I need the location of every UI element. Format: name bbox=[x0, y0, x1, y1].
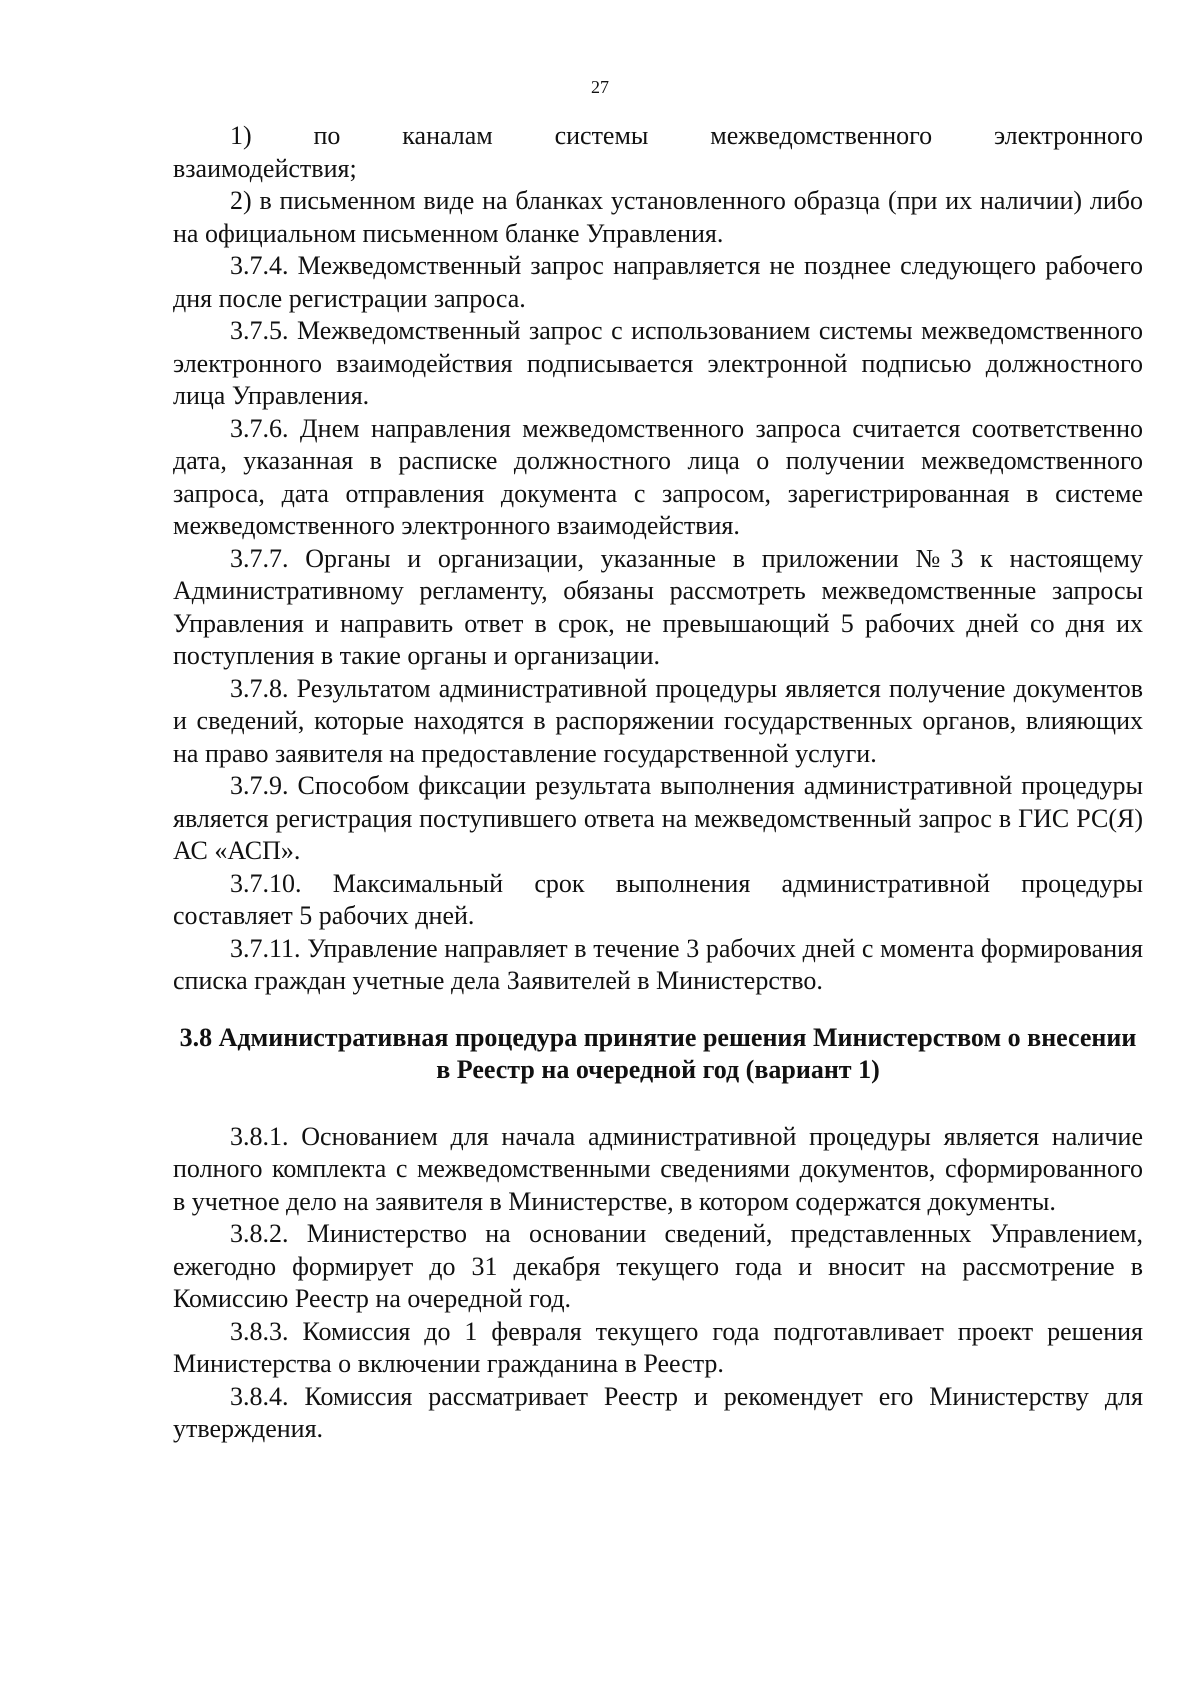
paragraph: 3.7.10. Максимальный срок выполнения административной процедуры составляет 5 рабочих дней. bbox=[173, 868, 1143, 930]
paragraph: 3.7.4. Межведомственный запрос направляется не позднее следующего рабочего дня после регистрации запроса. bbox=[173, 251, 1143, 313]
paragraph: 3.7.5. Межведомственный запрос с использованием системы межведомственного электронного взаимодействия подписывается электронной подписью должностного лица Управления. bbox=[173, 316, 1143, 410]
paragraph: 3.8.1. Основанием для начала административной процедуры является наличие полного комплекта с межведомственными сведениями документов, сформированного в учетное дело на заявителя в Министерстве, в котором содержатся документы. bbox=[173, 1121, 1143, 1216]
paragraph: 1) по каналам системы межведомственного электронного взаимодействия; bbox=[173, 121, 1143, 183]
paragraph: 3.7.11. Управление направляет в течение 3 рабочих дней с момента формирования списка граждан учетные дела Заявителей в Министерство. bbox=[173, 933, 1143, 995]
paragraph: 3.7.7. Органы и организации, указанные в приложении №3 к настоящему Административному регламенту, обязаны рассмотреть межведомственные запросы Управления и направить ответ в срок, не превышающий 5 рабочих дней со дня их поступления в такие органы и организации. bbox=[173, 543, 1143, 670]
document-body bbox=[173, 120, 1143, 1446]
paragraph: 3.7.8. Результатом административной процедуры является получение документов и сведений, которые находятся в распоряжении государственных органов, влияющих на право заявителя на предоставление государственной услуги. bbox=[173, 673, 1143, 768]
page-number: 27 bbox=[591, 77, 609, 97]
paragraph: 3.8.2. Министерство на основании сведений, представленных Управлением, ежегодно формирует до 31 декабря текущего года и вносит на рассмотрение в Комиссию Реестр на очередной год. bbox=[173, 1219, 1143, 1313]
paragraph: 3.7.6. Днем направления межведомственного запроса считается соответственно дата, указанная в расписке должностного лица о получении межведомственного запроса, дата отправления документа с запросом, зарегистрированная в системе межведомственного электронного взаимодействия. bbox=[173, 413, 1143, 540]
paragraph: 3.7.9. Способом фиксации результата выполнения административной процедуры является регистрация поступившего ответа на межведомственный запрос в ГИС РС(Я) АС «АСП». bbox=[173, 771, 1143, 865]
section-heading: 3.8 Административная процедура принятие решения Министерством о внесении в Реестр на очередной год (вариант 1) bbox=[179, 1022, 1137, 1084]
paragraph: 2) в письменном виде на бланках установленного образца (при их наличии) либо на официальном письменном бланке Управления. bbox=[173, 186, 1143, 248]
paragraph: 3.8.4. Комиссия рассматривает Реестр и рекомендует его Министерству для утверждения. bbox=[173, 1381, 1143, 1443]
paragraph: 3.8.3. Комиссия до 1 февраля текущего года подготавливает проект решения Министерства о включении гражданина в Реестр. bbox=[173, 1316, 1143, 1378]
